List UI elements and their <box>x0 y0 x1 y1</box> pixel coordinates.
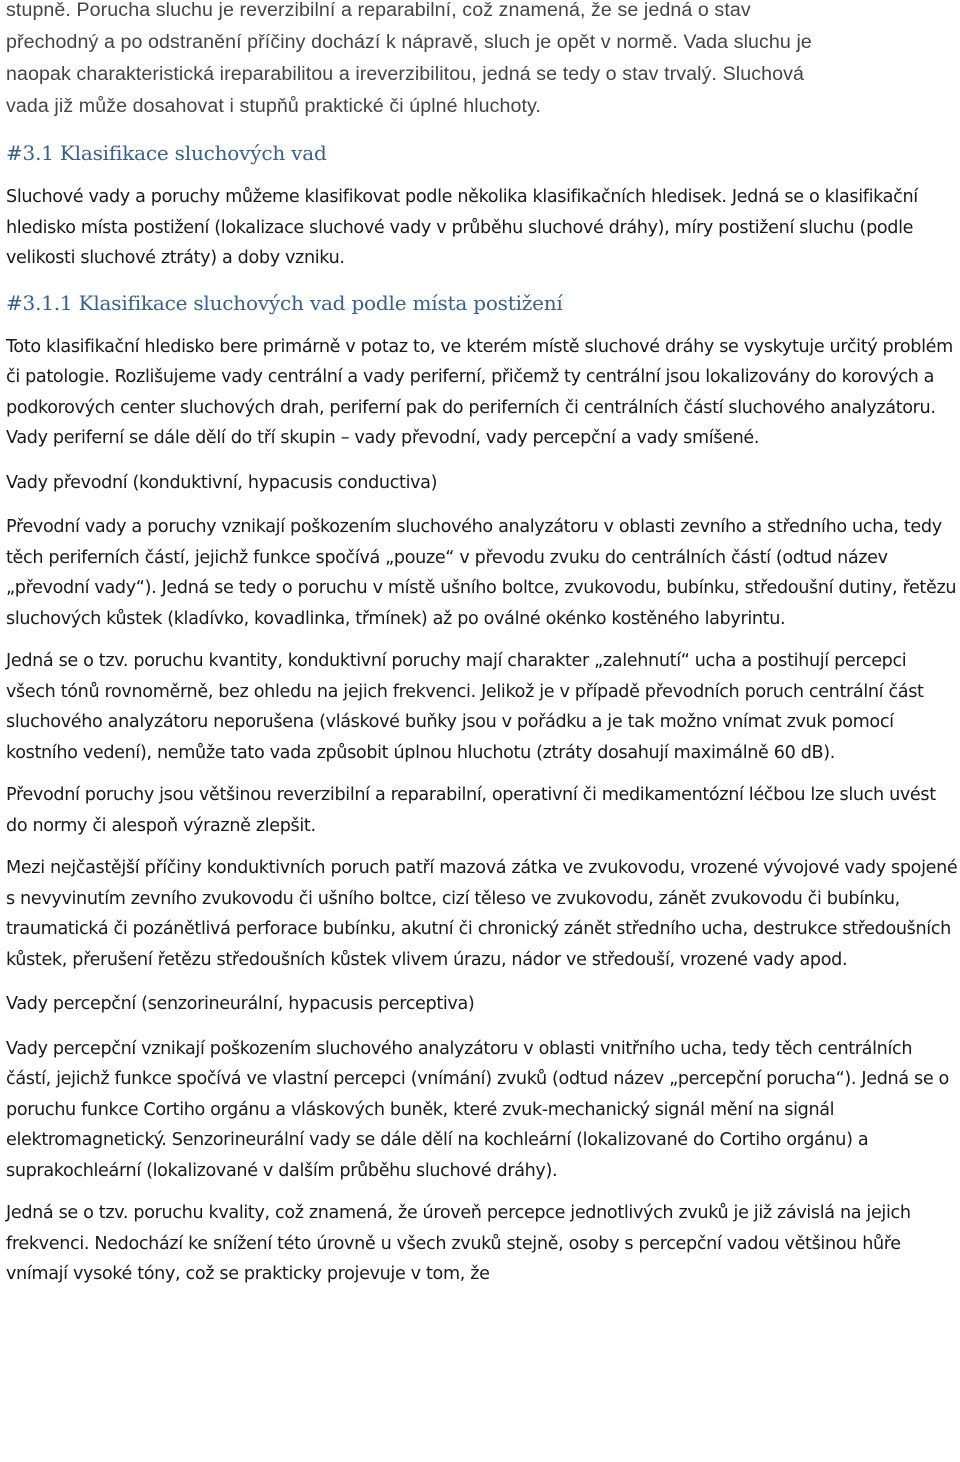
intro-paragraph <box>6 0 958 122</box>
perceptive-paragraph-1: Vady percepční vznikají poškozením sluchového analyzátoru v oblasti vnitřního ucha, tedy těch centrálních částí, jejichž funkce spočívá ve vlastní percepci (vnímání) zvuků (odtud název „percepční porucha“). Jedná se o poruchu funkce Cortiho orgánu a vláskových buněk, které zvuk-mechanický signál mění na signál elektromagnetický. Senzorineurální vady se dále dělí na kochleární (lokalizované do Cortiho orgánu) a suprakochleární (lokalizované v dalším průběhu sluchové dráhy). <box>6 1038 949 1181</box>
perceptive-paragraph-2: Jedná se o tzv. poruchu kvality, což znamená, že úroveň percepce jednotlivých zvuků je již závislá na jejich frekvenci. Nedochází ke snížení této úrovně u všech zvuků stejně, osoby s percepční vadou většinou hůře vnímají vysoké tóny, což se prakticky projevuje v tom, že <box>6 1203 911 1284</box>
intro-line: naopak charakteristická ireparabilitou a ireverzibilitou, jedná se tedy o stav trvalý. Sluchová <box>6 63 805 85</box>
conductive-paragraph-1: Převodní vady a poruchy vznikají poškozením sluchového analyzátoru v oblasti zevního a středního ucha, tedy těch periferních částí, jejichž funkce spočívá „pouze“ v převodu zvuku do centrálních částí (odtud název „převodní vady“). Jedná se tedy o poruchu v místě ušního boltce, zvukovodu, bubínku, středoušní dutiny, řetězu sluchových kůstek (kladívko, kovadlinka, třmínek) až po oválné okénko kostěného labyrintu. <box>6 517 957 629</box>
section-heading-3-1: #3.1 Klasifikace sluchových vad <box>6 141 327 165</box>
conductive-paragraph-2: Jedná se o tzv. poruchu kvantity, konduktivní poruchy mají charakter „zalehnutí“ ucha a postihují percepci všech tónů rovnoměrně, bez ohledu na jejich frekvenci. Jelikož je v případě převodních poruch centrální část sluchového analyzátoru neporušena (vláskové buňky jsou v pořádku a je tak možno vnímat zvuk pomocí kostního vedení), nemůže tato vada způsobit úplnou hluchotu (ztráty dosahují maximálně 60 dB). <box>6 651 924 763</box>
intro-line: vada již může dosahovat i stupňů praktické či úplné hluchoty. <box>6 95 542 117</box>
conductive-paragraph-3: Převodní poruchy jsou většinou reverzibilní a reparabilní, operativní či medikamentózní léčbou lze sluch uvést do normy či alespoň výrazně zlepšit. <box>6 785 936 836</box>
intro-line: stupně. Porucha sluchu je reverzibilní a reparabilní, což znamená, že se jedná o stav <box>6 0 751 21</box>
document-page <box>6 0 958 1290</box>
section-3-1-1-paragraph: Toto klasifikační hledisko bere primárně v potaz to, ve kterém místě sluchové dráhy se vyskytuje určitý problém či patologie. Rozlišujeme vady centrální a vady periferní, přičemž ty centrální jsou lokalizovány do korových a podkorových center sluchových drah, periferní pak do periferních či centrálních částí sluchového analyzátoru. Vady periferní se dále dělí do tří skupin – vady převodní, vady percepční a vady smíšené. <box>6 336 953 448</box>
conductive-paragraph-4: Mezi nejčastější příčiny konduktivních poruch patří mazová zátka ve zvukovodu, vrozené vývojové vady spojené s nevyvinutím zevního zvukovodu či ušního boltce, cizí těleso ve zvukovodu, zánět zvukovodu či bubínku, traumatická či pozánětlivá perforace bubínku, akutní či chronický zánět středního ucha, destrukce středoušních kůstek, přerušení řetězu středoušních kůstek vlivem úrazu, nádor ve středouší, vrozené vady apod. <box>6 858 958 970</box>
section-heading-3-1-1: #3.1.1 Klasifikace sluchových vad podle místa postižení <box>6 290 563 315</box>
conductive-title: Vady převodní (konduktivní, hypacusis conductiva) <box>6 472 438 493</box>
intro-line: přechodný a po odstranění příčiny dochází k nápravě, sluch je opět v normě. Vada sluchu je <box>6 31 812 53</box>
perceptive-title: Vady percepční (senzorineurální, hypacusis perceptiva) <box>6 994 475 1014</box>
section-3-1-paragraph: Sluchové vady a poruchy můžeme klasifikovat podle několika klasifikačních hledisek. Jedná se o klasifikační hledisko místa postižení (lokalizace sluchové vady v průběhu sluchové dráhy), míry postižení sluchu (podle velikosti sluchové ztráty) a doby vzniku. <box>6 187 918 268</box>
